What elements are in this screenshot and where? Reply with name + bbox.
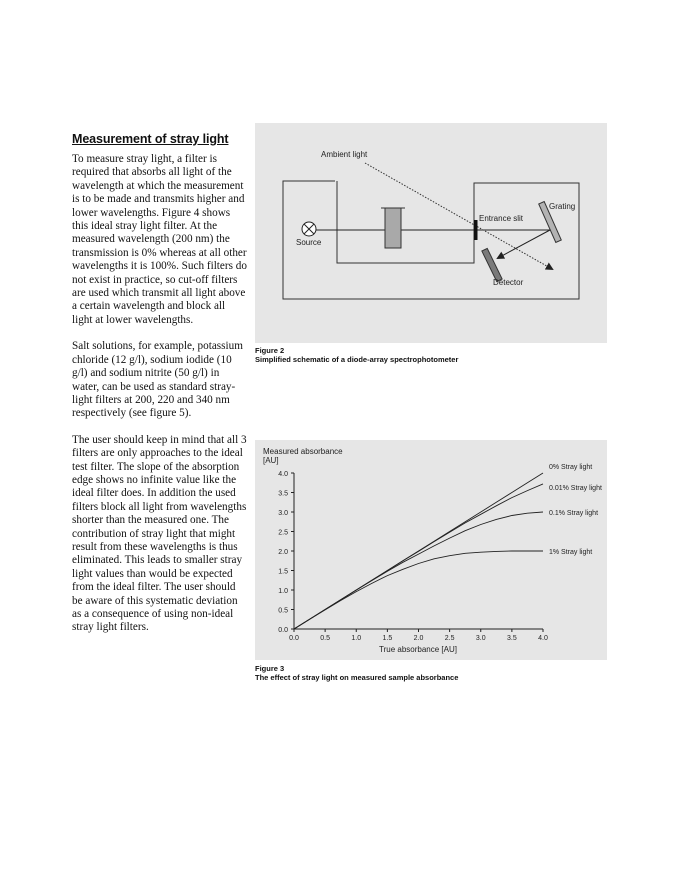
y-tick-label: 0.5	[278, 607, 288, 615]
section-heading: Measurement of stray light	[72, 132, 229, 146]
figure-2-caption	[255, 346, 458, 364]
figure-2-number: Figure 2	[255, 346, 285, 355]
x-axis-label: True absorbance [AU]	[379, 645, 457, 654]
figure-3-number: Figure 3	[255, 664, 285, 673]
y-tick-label: 1.5	[278, 568, 288, 576]
y-tick-label: 3.5	[278, 490, 288, 498]
x-tick-label: 2.5	[444, 635, 455, 642]
spectrophotometer-schematic	[255, 123, 607, 343]
figure-3-panel	[255, 440, 607, 660]
x-tick-label: 1.5	[382, 635, 393, 642]
detector	[482, 248, 502, 281]
series-label-3: 1% Stray light	[549, 549, 593, 556]
y-tick-label: 0.0	[278, 627, 288, 634]
series-label-2: 0.1% Stray light	[549, 510, 599, 517]
entrance-slit	[474, 220, 478, 240]
grating-label: Grating	[549, 202, 576, 211]
figure-3-caption	[255, 664, 458, 682]
y-axis-label-line2: [AU]	[263, 456, 279, 465]
x-tick-label: 4.0	[538, 635, 548, 642]
sample-cell	[385, 208, 401, 248]
y-tick-label: 2.5	[278, 529, 288, 537]
diffracted-ray	[498, 230, 550, 258]
figure-2-caption-text: Simplified schematic of a diode-array spectrophotometer	[255, 355, 459, 364]
y-tick-label: 2.0	[278, 549, 288, 556]
source-label: Source	[296, 238, 322, 247]
figure-3-caption-text: The effect of stray light on measured sample absorbance	[255, 673, 459, 682]
series-line-2	[294, 512, 543, 629]
detector-label: Detector	[493, 278, 524, 287]
figure-2-panel	[255, 123, 607, 343]
housing-left-wall	[283, 181, 579, 299]
series-line-3	[294, 551, 543, 629]
y-tick-label: 4.0	[278, 471, 288, 478]
x-tick-label: 1.0	[351, 635, 362, 642]
paragraph-3: The user should keep in mind that all 3 filters are only approaches to the ideal test filter. The slope of the absorption edge shows no infinite value like the ideal filter does. In addition the used filters block all light from wavelengths shorter than the measured one. The contribution of stray light that might result from these wavelengths is thus eliminated. This leads to smaller stray light values than would be expected from the ideal filter. The user should be aware of this systematic deviation as a consequence of using non-ideal stray light filters.	[72, 433, 247, 634]
entrance-slit-label: Entrance slit	[479, 214, 524, 223]
y-tick-label: 3.0	[278, 510, 288, 517]
x-tick-label: 3.5	[507, 635, 517, 642]
paragraph-2: Salt solutions, for example, potassium chloride (12 g/l), sodium iodide (10 g/l) and sodium nitrite (50 g/l) in water, can be used as standard stray-light filters at 200, 220 and 340 nm respectively (see figure 5).	[72, 340, 243, 420]
series-label-0: 0% Stray light	[549, 464, 593, 471]
y-tick-label: 1.0	[278, 588, 288, 595]
article-text	[72, 132, 248, 648]
y-axis-label-line1: Measured absorbance	[263, 447, 343, 456]
series-label-1: 0.01% Stray light	[549, 484, 602, 492]
series-line-1	[294, 484, 543, 629]
paragraph-1: To measure stray light, a filter is required that absorbs all light of the wavelength at which the measurement is to be made and transmits higher and lower wavelengths. Figure 4 shows this ideal stray light filter. At the measured wavelength (200 nm) the transmission is 0% whereas at all other wavelengths it is 100%. Such filters do not exist in practice, so cut-off filters are used which transmit all light above a certain wavelength and block all light at lower wavelengths.	[72, 153, 247, 326]
ambient-light-label: Ambient light	[321, 150, 368, 159]
x-tick-label: 0.0	[289, 635, 299, 642]
stray-light-chart	[255, 440, 607, 660]
x-tick-label: 0.5	[320, 635, 330, 642]
x-tick-label: 2.0	[413, 635, 424, 642]
x-tick-label: 3.0	[475, 635, 486, 642]
